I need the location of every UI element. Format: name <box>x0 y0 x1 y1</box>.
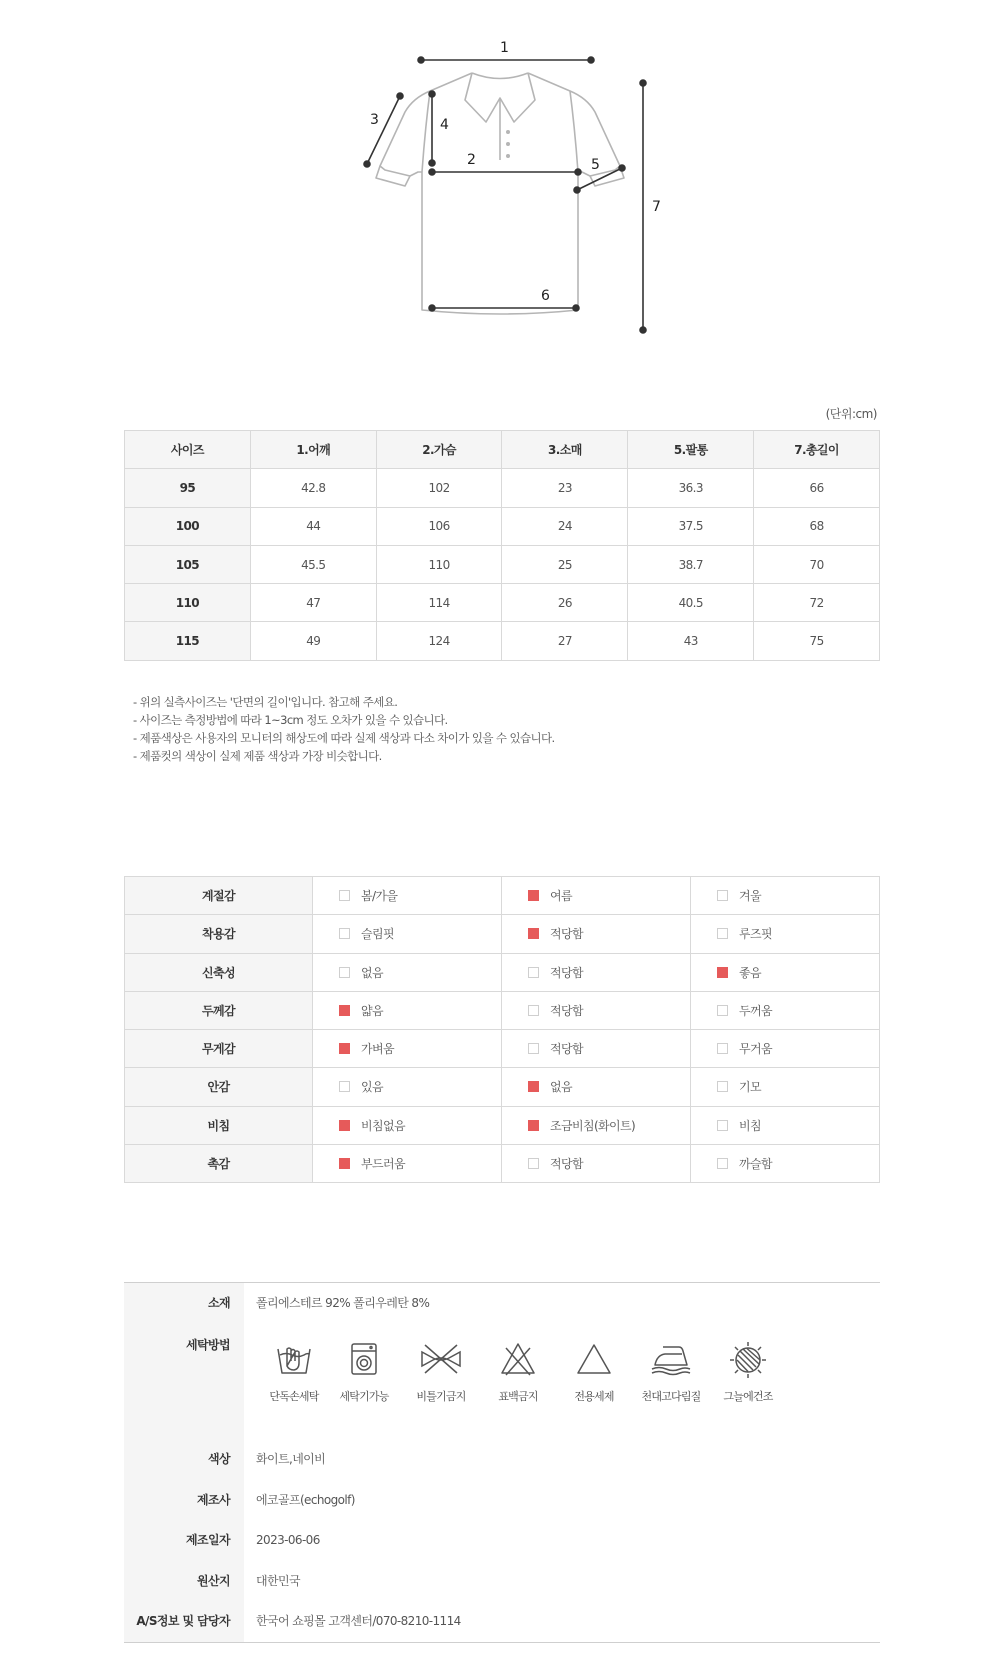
option-label: 가벼움 <box>361 1042 394 1057</box>
option-label: 겨울 <box>739 889 761 904</box>
table-cell: 23 <box>502 469 628 507</box>
attribute-option <box>691 915 880 953</box>
wash-item <box>401 1339 481 1404</box>
attribute-option <box>313 1068 502 1106</box>
info-value: 폴리에스테르 92% 폴리우레탄 8% <box>256 1296 430 1310</box>
attribute-label: 두께감 <box>125 991 313 1029</box>
option-label: 부드러움 <box>361 1156 405 1171</box>
info-row-color <box>124 1439 880 1480</box>
table-cell: 102 <box>376 469 502 507</box>
header-size: 사이즈 <box>125 431 251 469</box>
table-cell: 26 <box>502 584 628 622</box>
table-cell: 114 <box>376 584 502 622</box>
header-shoulder: 1.어깨 <box>250 431 376 469</box>
size-cell: 100 <box>125 507 251 545</box>
table-cell: 27 <box>502 622 628 660</box>
checked-box-icon <box>528 890 539 901</box>
attribute-option <box>502 1106 691 1144</box>
table-row <box>125 545 880 583</box>
info-row-washing <box>124 1321 880 1439</box>
attribute-row <box>125 915 880 953</box>
dimension-label-7: 7 <box>652 199 661 215</box>
attribute-option <box>691 1068 880 1106</box>
attribute-option <box>502 915 691 953</box>
info-value: 한국어 쇼핑몰 고객센터/070-8210-1114 <box>256 1614 461 1628</box>
attribute-option <box>313 1030 502 1068</box>
unchecked-box-icon <box>717 1043 728 1054</box>
unchecked-box-icon <box>528 1043 539 1054</box>
attribute-option <box>691 877 880 915</box>
attribute-option <box>502 991 691 1029</box>
info-value: 에코골프(echogolf) <box>256 1492 355 1507</box>
option-label: 없음 <box>361 965 383 980</box>
wash-label: 비틀기금지 <box>416 1390 466 1403</box>
info-row-maker <box>124 1480 880 1521</box>
wash-item <box>631 1339 711 1404</box>
table-cell: 44 <box>250 507 376 545</box>
info-row-as <box>124 1601 880 1642</box>
attribute-option <box>313 953 502 991</box>
attribute-option <box>313 1144 502 1182</box>
unchecked-box-icon <box>528 967 539 978</box>
unchecked-box-icon <box>528 1158 539 1169</box>
checked-box-icon <box>339 1120 350 1131</box>
table-cell: 40.5 <box>628 584 754 622</box>
option-label: 얇음 <box>361 1003 383 1018</box>
measurement-diagram <box>0 0 1007 360</box>
table-cell: 72 <box>754 584 880 622</box>
info-label: 색상 <box>124 1439 244 1480</box>
attribute-label: 착용감 <box>125 915 313 953</box>
unchecked-box-icon <box>339 967 350 978</box>
dimension-label-2: 2 <box>467 152 476 168</box>
attribute-label: 안감 <box>125 1068 313 1106</box>
attribute-option <box>502 1068 691 1106</box>
wash-item <box>324 1339 404 1404</box>
checked-box-icon <box>339 1158 350 1169</box>
attribute-label: 촉감 <box>125 1144 313 1182</box>
option-label: 비침없음 <box>361 1118 405 1133</box>
unchecked-box-icon <box>339 890 350 901</box>
attribute-label: 무게감 <box>125 1030 313 1068</box>
header-chest: 2.가슴 <box>376 431 502 469</box>
table-row <box>125 584 880 622</box>
wash-item <box>478 1339 558 1404</box>
attribute-label: 비침 <box>125 1106 313 1144</box>
note-line: - 제품색상은 사용자의 모니터의 해상도에 따라 실제 색상과 다소 차이가 있을 수 있습니다. <box>133 731 555 745</box>
attribute-option <box>502 1030 691 1068</box>
attribute-option <box>502 953 691 991</box>
table-row <box>125 469 880 507</box>
dimension-label-5: 5 <box>591 157 600 173</box>
table-cell: 38.7 <box>628 545 754 583</box>
option-label: 기모 <box>739 1080 761 1095</box>
attribute-option <box>313 877 502 915</box>
wash-item <box>254 1339 334 1404</box>
option-label: 조금비침(화이트) <box>550 1118 636 1133</box>
wash-label: 천대고다림질 <box>641 1390 701 1403</box>
iron-cloth-icon <box>649 1339 693 1379</box>
attribute-option <box>691 1144 880 1182</box>
attribute-option <box>502 877 691 915</box>
size-cell: 105 <box>125 545 251 583</box>
wash-item <box>554 1339 634 1404</box>
table-cell: 68 <box>754 507 880 545</box>
wash-label: 세탁기가능 <box>339 1390 389 1403</box>
attribute-option <box>691 991 880 1029</box>
info-row-material <box>124 1283 880 1321</box>
table-row <box>125 622 880 660</box>
header-total-length: 7.총길이 <box>754 431 880 469</box>
info-label: 제조일자 <box>124 1520 244 1561</box>
unchecked-box-icon <box>717 928 728 939</box>
attribute-option <box>313 915 502 953</box>
option-label: 슬림핏 <box>361 927 394 942</box>
unchecked-box-icon <box>339 928 350 939</box>
attribute-option <box>313 991 502 1029</box>
info-value: 대한민국 <box>256 1573 300 1588</box>
header-sleeve: 3.소매 <box>502 431 628 469</box>
checked-box-icon <box>528 1120 539 1131</box>
triangle-icon <box>574 1339 614 1379</box>
note-line: - 위의 실측사이즈는 '단면의 길이'입니다. 참고해 주세요. <box>133 695 398 709</box>
table-cell: 36.3 <box>628 469 754 507</box>
attribute-option <box>691 1106 880 1144</box>
option-label: 루즈핏 <box>739 927 772 942</box>
option-label: 좋음 <box>739 965 761 980</box>
option-label: 봄/가을 <box>361 889 398 904</box>
info-row-origin <box>124 1561 880 1602</box>
hand-wash-icon <box>274 1339 314 1379</box>
dimension-label-3: 3 <box>370 112 379 128</box>
option-label: 적당함 <box>550 965 583 980</box>
info-row-date <box>124 1520 880 1561</box>
product-info <box>124 1282 880 1643</box>
attribute-row <box>125 991 880 1029</box>
attribute-row <box>125 877 880 915</box>
option-label: 무거움 <box>739 1042 772 1057</box>
size-table-header-row <box>125 431 880 469</box>
table-cell: 43 <box>628 622 754 660</box>
no-wring-icon <box>419 1339 463 1379</box>
dimension-label-1: 1 <box>500 40 509 56</box>
attribute-option <box>691 953 880 991</box>
size-cell: 115 <box>125 622 251 660</box>
checked-box-icon <box>528 928 539 939</box>
no-bleach-icon <box>498 1339 538 1379</box>
attribute-row <box>125 1030 880 1068</box>
unit-label: (단위:cm) <box>825 407 877 421</box>
attribute-option <box>502 1144 691 1182</box>
wash-label: 전용세제 <box>574 1390 614 1403</box>
unchecked-box-icon <box>717 890 728 901</box>
checked-box-icon <box>339 1043 350 1054</box>
info-value: 2023-06-06 <box>256 1533 320 1547</box>
info-label: 원산지 <box>124 1561 244 1602</box>
note-line: - 사이즈는 측정방법에 따라 1~3cm 정도 오차가 있을 수 있습니다. <box>133 713 448 727</box>
option-label: 까슬함 <box>739 1156 772 1171</box>
unchecked-box-icon <box>717 1005 728 1016</box>
attribute-row <box>125 1144 880 1182</box>
option-label: 없음 <box>550 1080 572 1095</box>
unchecked-box-icon <box>717 1120 728 1131</box>
table-row <box>125 507 880 545</box>
header-arm-width: 5.팔통 <box>628 431 754 469</box>
table-cell: 42.8 <box>250 469 376 507</box>
attribute-row <box>125 1068 880 1106</box>
option-label: 적당함 <box>550 1003 583 1018</box>
attribute-label: 신축성 <box>125 953 313 991</box>
attribute-table <box>124 876 880 1183</box>
table-cell: 37.5 <box>628 507 754 545</box>
washing-machine-icon <box>344 1339 384 1379</box>
attribute-row <box>125 1106 880 1144</box>
info-label: 제조사 <box>124 1480 244 1521</box>
checked-box-icon <box>528 1081 539 1092</box>
option-label: 적당함 <box>550 1156 583 1171</box>
table-cell: 47 <box>250 584 376 622</box>
wash-item <box>708 1339 788 1404</box>
attribute-option <box>691 1030 880 1068</box>
size-cell: 110 <box>125 584 251 622</box>
unchecked-box-icon <box>528 1005 539 1016</box>
table-cell: 45.5 <box>250 545 376 583</box>
attribute-label: 계절감 <box>125 877 313 915</box>
table-cell: 49 <box>250 622 376 660</box>
option-label: 적당함 <box>550 1042 583 1057</box>
unchecked-box-icon <box>717 1158 728 1169</box>
size-notes <box>133 693 555 765</box>
attribute-row <box>125 953 880 991</box>
option-label: 있음 <box>361 1080 383 1095</box>
shade-dry-icon <box>728 1339 768 1379</box>
note-line: - 제품컷의 색상이 실제 제품 색상과 가장 비슷합니다. <box>133 749 382 763</box>
table-cell: 24 <box>502 507 628 545</box>
checked-box-icon <box>339 1005 350 1016</box>
wash-label: 표백금지 <box>498 1390 538 1403</box>
attribute-option <box>313 1106 502 1144</box>
table-cell: 110 <box>376 545 502 583</box>
dimension-label-4: 4 <box>440 117 449 133</box>
info-label: 소재 <box>124 1283 244 1321</box>
table-cell: 70 <box>754 545 880 583</box>
checked-box-icon <box>717 967 728 978</box>
info-label: A/S정보 및 담당자 <box>124 1601 244 1642</box>
unchecked-box-icon <box>339 1081 350 1092</box>
wash-label: 단독손세탁 <box>269 1390 319 1403</box>
wash-label: 그늘에건조 <box>723 1390 773 1403</box>
unchecked-box-icon <box>717 1081 728 1092</box>
info-value: 화이트,네이비 <box>256 1452 326 1466</box>
washing-icons <box>244 1321 880 1439</box>
option-label: 비침 <box>739 1118 761 1133</box>
info-label: 세탁방법 <box>124 1321 244 1439</box>
option-label: 여름 <box>550 889 572 904</box>
option-label: 적당함 <box>550 927 583 942</box>
table-cell: 66 <box>754 469 880 507</box>
table-cell: 106 <box>376 507 502 545</box>
table-cell: 25 <box>502 545 628 583</box>
dimension-label-6: 6 <box>541 288 550 304</box>
size-table <box>124 430 880 661</box>
table-cell: 124 <box>376 622 502 660</box>
table-cell: 75 <box>754 622 880 660</box>
size-cell: 95 <box>125 469 251 507</box>
option-label: 두꺼움 <box>739 1003 772 1018</box>
